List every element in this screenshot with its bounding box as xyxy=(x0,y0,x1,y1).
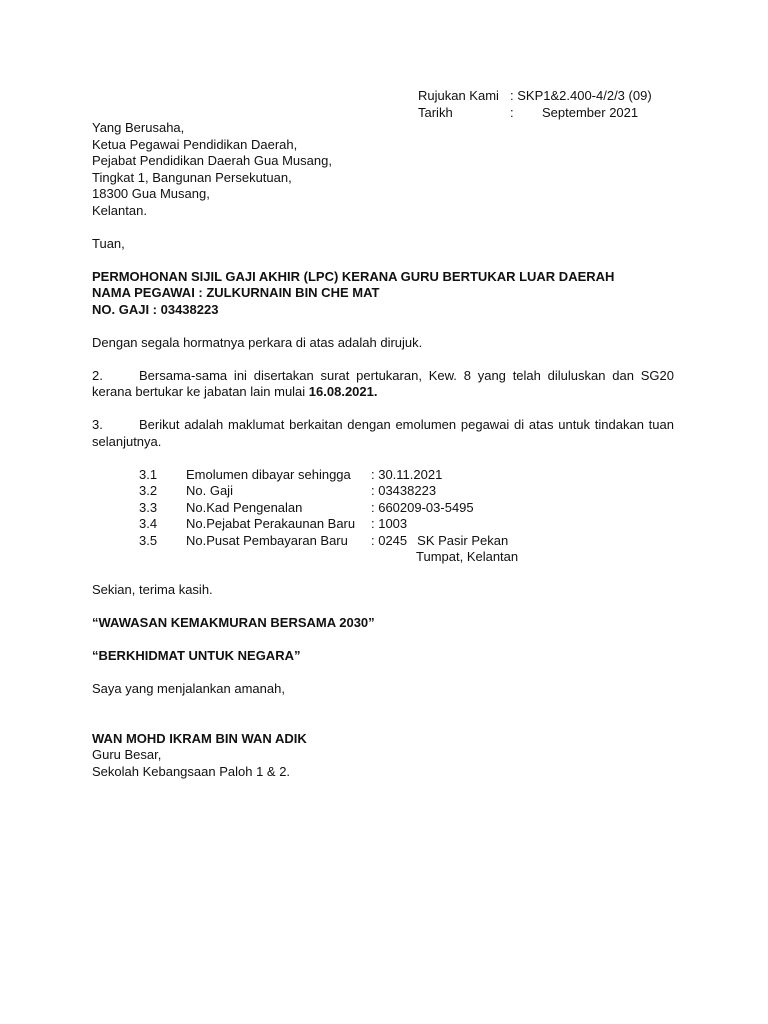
item-number: 3.2 xyxy=(139,483,158,498)
item-number: 3.5 xyxy=(139,532,158,548)
address-line: Kelantan. xyxy=(92,202,147,218)
address-line: Yang Berusaha, xyxy=(92,120,185,135)
intro-paragraph: Dengan segala hormatnya perkara di atas adalah dirujuk. xyxy=(92,334,423,350)
letter-body xyxy=(92,120,674,780)
item-value-continuation: Tumpat, Kelantan xyxy=(416,549,519,564)
motto-berkhidmat: “BERKHIDMAT UNTUK NEGARA” xyxy=(92,648,301,663)
paragraph-number: 2. xyxy=(92,367,103,383)
item-value: : 1003 xyxy=(371,516,408,531)
paragraph-3 xyxy=(92,417,674,450)
closing-line: Sekian, terima kasih. xyxy=(92,582,213,597)
item-value: : 03438223 xyxy=(371,483,437,498)
recipient-address xyxy=(92,120,674,219)
list-item xyxy=(139,483,674,500)
subject-line: PERMOHONAN SIJIL GAJI AKHIR (LPC) KERANA GURU BERTUKAR LUAR DAERAH xyxy=(92,268,615,284)
address-line: Pejabat Pendidikan Daerah Gua Musang, xyxy=(92,153,332,168)
salutation: Tuan, xyxy=(92,235,125,251)
subject-line: NO. GAJI : 03438223 xyxy=(92,301,219,317)
signatory-title: Guru Besar, xyxy=(92,747,162,762)
address-line: Ketua Pegawai Pendidikan Daerah, xyxy=(92,136,298,152)
item-value-school: SK Pasir Pekan xyxy=(417,532,509,548)
tarikh-row xyxy=(418,105,678,122)
item-label: No.Pusat Pembayaran Baru xyxy=(186,532,348,548)
paragraph-2 xyxy=(92,368,674,401)
motto-wawasan: “WAWASAN KEMAKMURAN BERSAMA 2030” xyxy=(92,615,375,630)
item-label: No.Kad Pengenalan xyxy=(186,499,303,515)
item-number: 3.4 xyxy=(139,516,158,531)
tarikh-value: September 2021 xyxy=(542,104,639,120)
reference-block xyxy=(418,88,678,121)
effective-date: 16.08.2021. xyxy=(308,384,378,399)
emolument-list xyxy=(139,467,674,566)
item-value: : 30.11.2021 xyxy=(371,466,443,482)
rujukan-row xyxy=(418,88,678,105)
list-item xyxy=(139,500,674,517)
list-item xyxy=(139,533,674,550)
signatory-name: WAN MOHD IKRAM BIN WAN ADIK xyxy=(92,730,307,746)
paragraph-number: 3. xyxy=(92,417,103,432)
item-label: No.Pejabat Perakaunan Baru xyxy=(186,516,356,531)
address-line: 18300 Gua Musang, xyxy=(92,186,210,201)
item-value: : 0245 xyxy=(371,532,408,548)
item-label: Emolumen dibayar sehingga xyxy=(186,466,351,482)
item-number: 3.3 xyxy=(139,499,158,515)
tarikh-label: Tarikh xyxy=(418,104,453,120)
trust-line: Saya yang menjalankan amanah, xyxy=(92,681,285,696)
rujukan-label: Rujukan Kami xyxy=(418,88,499,103)
paragraph-text: Bersama-sama ini disertakan surat pertukaran, Kew. 8 yang telah diluluskan dan SG20 kerana bertukar ke jabatan lain mulai xyxy=(92,367,674,399)
item-label: No. Gaji xyxy=(186,483,233,498)
item-number: 3.1 xyxy=(139,466,158,482)
item-value: : 660209-03-5495 xyxy=(371,499,474,515)
rujukan-value: : SKP1&2.400-4/2/3 (09) xyxy=(510,88,652,103)
list-item xyxy=(139,467,674,484)
paragraph-text: Berikut adalah maklumat berkaitan dengan emolumen pegawai di atas untuk tindakan tuan selanjutnya. xyxy=(92,417,674,449)
subject-line: NAMA PEGAWAI : ZULKURNAIN BIN CHE MAT xyxy=(92,285,380,300)
tarikh-colon: : xyxy=(510,104,514,120)
signatory-school: Sekolah Kebangsaan Paloh 1 & 2. xyxy=(92,763,291,779)
address-line: Tingkat 1, Bangunan Persekutuan, xyxy=(92,169,292,185)
list-item xyxy=(139,516,674,533)
